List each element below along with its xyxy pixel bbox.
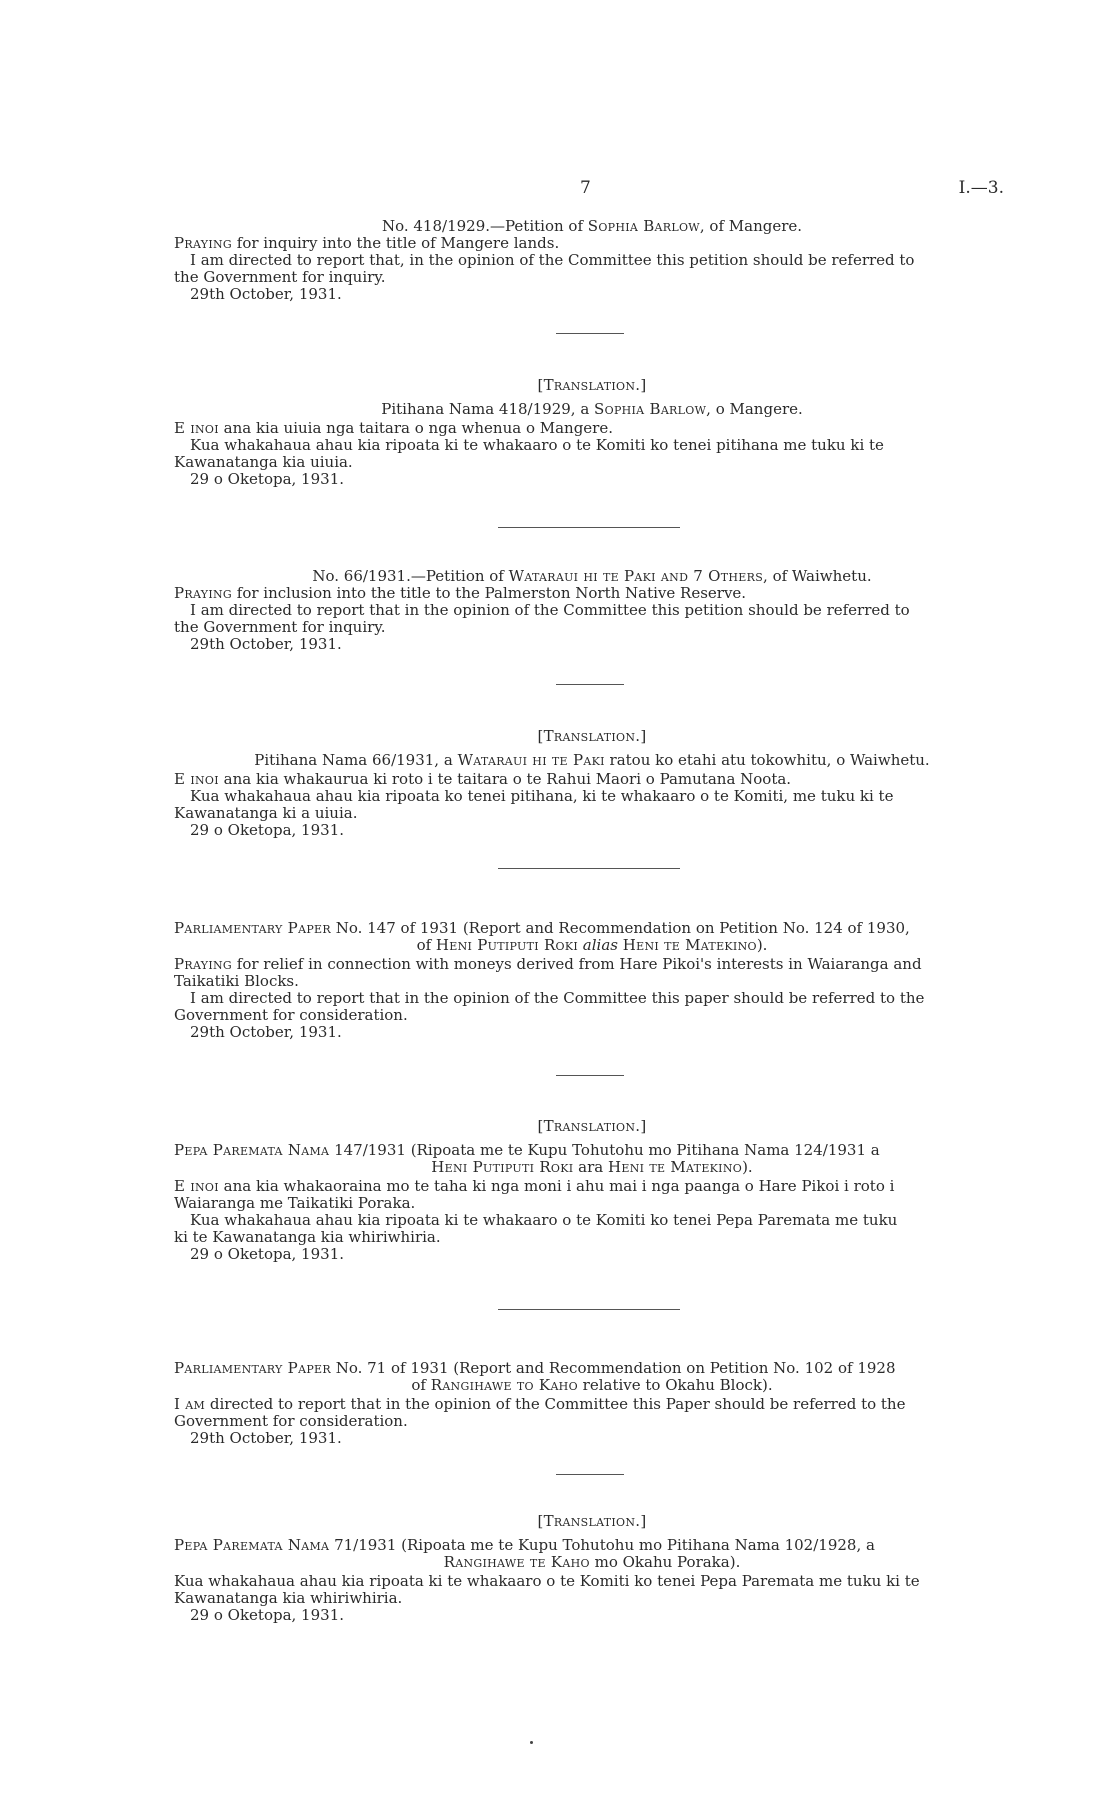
- report-line: Kua whakahaua ahau kia ripoata ki te whakaaro o te Komiti ko tenei Pepa Paremata me tuku ki te: [174, 1572, 920, 1590]
- translation-66-1931: [174, 728, 1010, 839]
- page-number: 7: [580, 178, 591, 198]
- inoi-paragraph-continued: Waiaranga me Taikatiki Poraka.: [174, 1194, 416, 1212]
- parliamentary-paper-147-1931: [174, 920, 1010, 1041]
- date-line: 29th October, 1931.: [190, 1023, 342, 1041]
- section-divider: [556, 1075, 624, 1076]
- date-line: 29th October, 1931.: [190, 635, 342, 653]
- date-line: 29th October, 1931.: [190, 1429, 342, 1447]
- praying-paragraph: Praying for relief in connection with moneys derived from Hare Pikoi's interests in Waiaranga and: [174, 955, 922, 973]
- translation-147-1931: [174, 1118, 1010, 1263]
- petition-title: No. 66/1931.—Petition of Wataraui hi te Paki and 7 Others, of Waiwhetu.: [312, 567, 872, 585]
- report-line: Kua whakahaua ahau kia ripoata ko tenei pitihana, ki te whakaaro o te Komiti, me tuku ki te: [190, 787, 894, 805]
- report-line: Government for consideration.: [174, 1412, 408, 1430]
- section-divider: [498, 527, 680, 528]
- date-line: 29 o Oketopa, 1931.: [190, 1606, 344, 1624]
- report-line: I am directed to report that, in the opinion of the Committee this petition should be referred to: [190, 251, 915, 269]
- date-line: 29 o Oketopa, 1931.: [190, 1245, 344, 1263]
- petition-title: Pitihana Nama 66/1931, a Wataraui hi te Paki ratou ko etahi atu tokowhitu, o Waiwhetu.: [254, 751, 930, 769]
- report-line: Kawanatanga kia whiriwhiria.: [174, 1589, 403, 1607]
- translation-71-1931: [174, 1513, 1010, 1624]
- report-line: Kawanatanga ki a uiuia.: [174, 804, 358, 822]
- report-line: Kua whakahaua ahau kia ripoata ki te whakaaro o te Komiti ko tenei pitihana me tuku ki te: [190, 436, 884, 454]
- translation-label: [Translation.]: [537, 1117, 647, 1135]
- paper-title-continued: Heni Putiputi Roki ara Heni te Matekino).: [431, 1158, 753, 1176]
- paper-title-continued: of Heni Putiputi Roki alias Heni te Matekino).: [416, 936, 768, 954]
- date-line: 29th October, 1931.: [190, 285, 342, 303]
- date-line: 29 o Oketopa, 1931.: [190, 470, 344, 488]
- inoi-paragraph: E inoi ana kia uiuia nga taitara o nga whenua o Mangere.: [174, 419, 613, 437]
- report-line: the Government for inquiry.: [174, 268, 386, 286]
- report-line: ki te Kawanatanga kia whiriwhiria.: [174, 1228, 441, 1246]
- translation-label: [Translation.]: [537, 1512, 647, 1530]
- translation-label: [Translation.]: [537, 727, 647, 745]
- paper-title: Parliamentary Paper No. 71 of 1931 (Report and Recommendation on Petition No. 102 of 1928: [174, 1359, 896, 1377]
- parliamentary-paper-71-1931: [174, 1360, 1010, 1447]
- paper-reference: I.—3.: [958, 178, 1004, 198]
- section-divider: [556, 333, 624, 334]
- report-line: I am directed to report that in the opinion of the Committee this paper should be referred to the: [190, 989, 925, 1007]
- section-divider: [498, 868, 680, 869]
- scan-speck: [530, 1741, 533, 1744]
- section-divider: [498, 1309, 680, 1310]
- paper-title: Pepa Paremata Nama 71/1931 (Ripoata me te Kupu Tohutohu mo Pitihana Nama 102/1928, a: [174, 1536, 875, 1554]
- page-header: [0, 178, 1114, 202]
- paper-title-continued: of Rangihawe to Kaho relative to Okahu Block).: [411, 1376, 773, 1394]
- petition-66-1931: [174, 568, 1010, 653]
- paper-title: Parliamentary Paper No. 147 of 1931 (Report and Recommendation on Petition No. 124 of 1930,: [174, 919, 910, 937]
- date-line: 29 o Oketopa, 1931.: [190, 821, 344, 839]
- praying-paragraph: Praying for inquiry into the title of Mangere lands.: [174, 234, 560, 252]
- inoi-paragraph: E inoi ana kia whakaoraina mo te taha ki nga moni i ahu mai i nga paanga o Hare Pikoi i roto i: [174, 1177, 895, 1195]
- translation-label: [Translation.]: [537, 376, 647, 394]
- report-line: Kua whakahaua ahau kia ripoata ki te whakaaro o te Komiti ko tenei Pepa Paremata me tuku: [190, 1211, 898, 1229]
- report-line: the Government for inquiry.: [174, 618, 386, 636]
- petition-418-1929: [174, 218, 1010, 303]
- praying-paragraph-continued: Taikatiki Blocks.: [174, 972, 299, 990]
- report-line: I am directed to report that in the opinion of the Committee this petition should be referred to: [190, 601, 910, 619]
- paper-title: Pepa Paremata Nama 147/1931 (Ripoata me te Kupu Tohutohu mo Pitihana Nama 124/1931 a: [174, 1141, 880, 1159]
- translation-418-1929: [174, 377, 1010, 488]
- petition-title: Pitihana Nama 418/1929, a Sophia Barlow, o Mangere.: [381, 400, 803, 418]
- section-divider: [556, 1474, 624, 1475]
- report-line: Kawanatanga kia uiuia.: [174, 453, 353, 471]
- paper-title-continued: Rangihawe te Kaho mo Okahu Poraka).: [443, 1553, 741, 1571]
- report-line: Government for consideration.: [174, 1006, 408, 1024]
- report-paragraph: I am directed to report that in the opinion of the Committee this Paper should be referred to the: [174, 1395, 906, 1413]
- section-divider: [556, 684, 624, 685]
- petition-title: No. 418/1929.—Petition of Sophia Barlow, of Mangere.: [381, 217, 803, 235]
- inoi-paragraph: E inoi ana kia whakaurua ki roto i te taitara o te Rahui Maori o Pamutana Noota.: [174, 770, 792, 788]
- praying-paragraph: Praying for inclusion into the title to the Palmerston North Native Reserve.: [174, 584, 747, 602]
